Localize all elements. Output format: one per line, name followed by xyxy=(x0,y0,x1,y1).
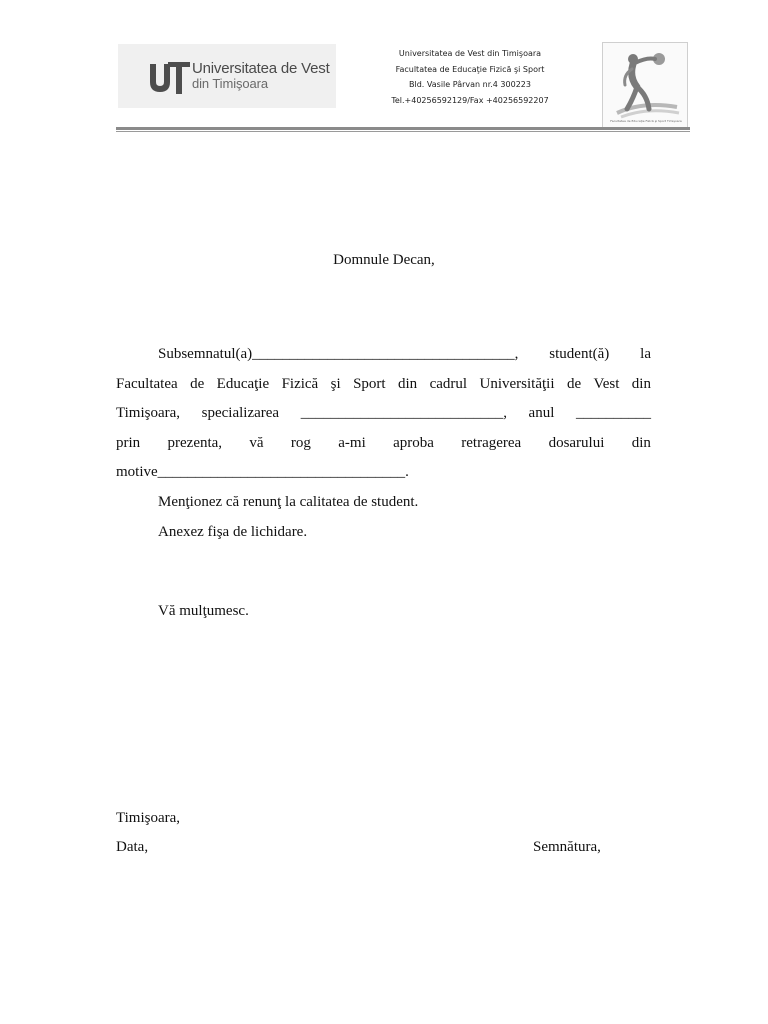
paragraph-line-5-reasons-field: motive_________________________________. xyxy=(116,464,409,481)
paragraph-line-6: Menţionez că renunţ la calitatea de student. xyxy=(158,493,419,510)
discus-thrower-icon xyxy=(603,43,687,127)
paragraph-line-4 xyxy=(116,429,651,459)
contact-line-address: Bld. Vasile Pârvan nr.4 300223 xyxy=(409,80,531,89)
word: Educaţie xyxy=(216,375,270,392)
university-logo-text xyxy=(192,61,330,90)
faculty-logo xyxy=(602,42,688,128)
word: cadrul xyxy=(429,375,468,392)
word: Fizică xyxy=(281,375,319,392)
contact-line-phone-fax: Tel.+40256592129/Fax +40256592207 xyxy=(391,95,549,105)
word: rog xyxy=(290,434,311,451)
word: Facultatea xyxy=(116,375,178,392)
word: dosarului xyxy=(548,434,605,451)
header-divider-thick xyxy=(116,127,690,130)
paragraph-line-2 xyxy=(116,370,651,400)
word: din xyxy=(631,375,651,392)
word: Vest xyxy=(593,375,620,392)
uvt-monogram-icon xyxy=(148,60,192,96)
word: Universităţii xyxy=(479,375,555,392)
request-paragraph xyxy=(116,340,651,547)
contact-block xyxy=(360,46,580,108)
paragraph-line-1-name-field: Subsemnatul(a)___________________________________, xyxy=(158,346,519,362)
closing-thanks: Vă mulţumesc. xyxy=(158,603,249,619)
specialization-field: ___________________________, xyxy=(300,405,507,422)
university-logo-line2: din Timişoara xyxy=(192,76,269,91)
faculty-logo-caption: Facultatea de Educaţie Fizică şi Sport Timişoara xyxy=(610,119,682,123)
word: din xyxy=(631,434,651,451)
word: retragerea xyxy=(461,434,522,451)
paragraph-line-1 xyxy=(116,340,651,370)
date-label: Data, xyxy=(116,839,149,855)
word: prin xyxy=(116,434,141,451)
paragraph-line-3 xyxy=(116,399,651,429)
word: de xyxy=(190,375,205,392)
paragraph-line-7: Anexez fişa de lichidare. xyxy=(158,523,308,540)
word: aproba xyxy=(393,434,434,451)
contact-line-university: Universitatea de Vest din Timişoara xyxy=(398,49,542,58)
word: şi xyxy=(330,375,341,392)
word: a-mi xyxy=(338,434,366,451)
paragraph-line-1-la: la xyxy=(640,346,651,362)
city-label: Timişoara, xyxy=(116,810,181,826)
university-logo-line1: Universitatea de Vest xyxy=(192,60,330,77)
word: anul xyxy=(528,405,555,422)
word: specializarea xyxy=(201,405,280,422)
word: Sport xyxy=(353,375,386,392)
paragraph-line-1-student: student(ă) xyxy=(549,346,610,362)
word: de xyxy=(566,375,582,392)
salutation: Domnule Decan, xyxy=(333,252,435,268)
university-logo xyxy=(118,44,336,108)
contact-line-faculty: Facultatea de Educaţie Fizică şi Sport xyxy=(395,64,545,74)
word: din xyxy=(398,375,418,392)
year-field: __________ xyxy=(575,405,651,422)
word: Timişoara, xyxy=(116,405,181,422)
word: prezenta, xyxy=(167,434,223,451)
word: vă xyxy=(249,434,264,451)
signature-label: Semnătura, xyxy=(533,839,601,855)
header-divider-thin xyxy=(116,131,690,132)
